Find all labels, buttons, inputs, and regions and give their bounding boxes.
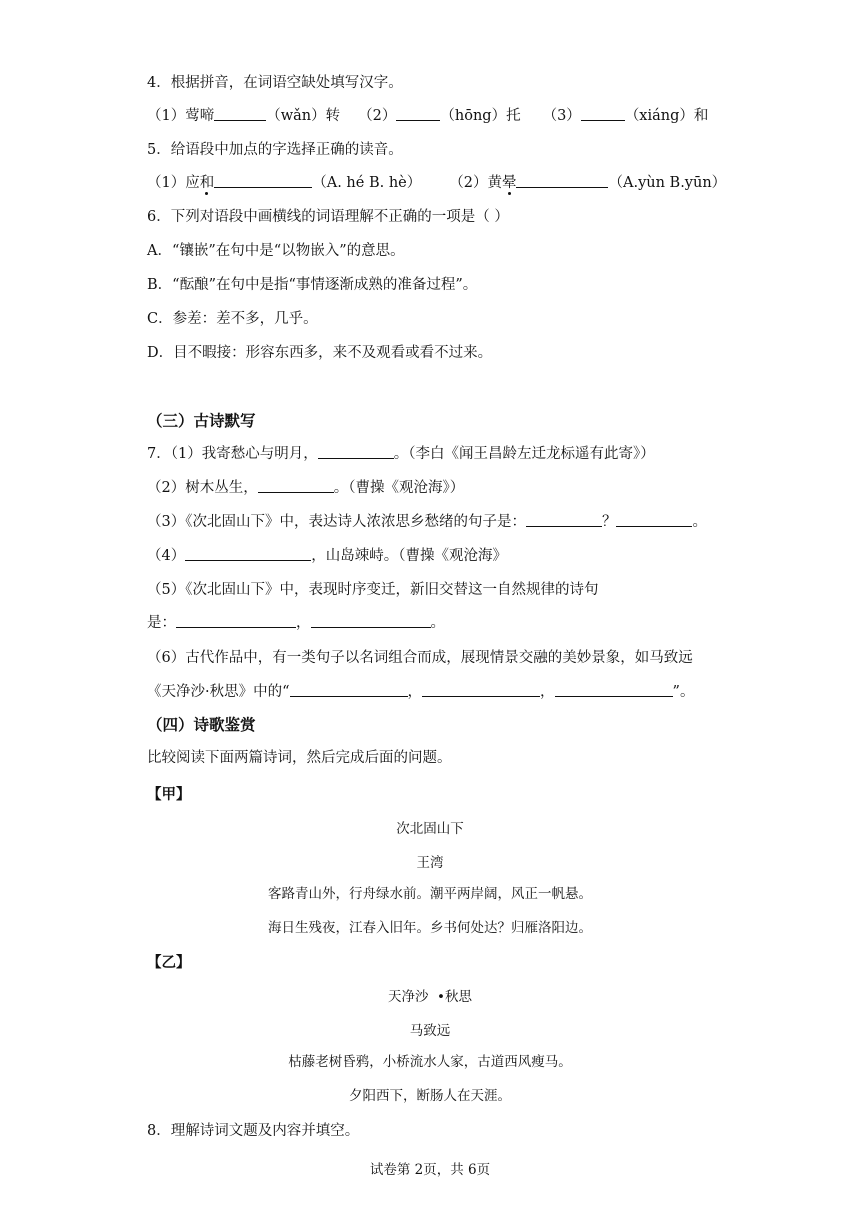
q7-blank-4[interactable] [616,512,692,527]
q4-item1-pinyin: （wǎn）转 [266,108,341,124]
q7-line6-prefix: 是： [147,615,176,631]
q7-line1-prefix: 7．（1）我寄愁心与明月， [147,446,318,462]
poem-a-title: 次北固山下 [396,821,464,837]
poem-a-author: 王湾 [416,855,444,871]
q7-blank-6[interactable] [176,613,296,628]
q7-line8-prefix: 《天净沙·秋思》中的“ [147,684,290,700]
q7-line6 [147,613,445,633]
q7-line5: （5）《次北固山下》中，表现时序变迁，新旧交替这一自然规律的诗句 [147,582,599,598]
poem-b-author: 马致远 [409,1023,451,1039]
q7-blank-5[interactable] [185,546,311,561]
q7-line4-prefix: （4） [147,548,186,564]
q4-items [147,106,708,126]
q7-blank-3[interactable] [526,512,602,527]
poem-a-tag: 【甲】 [147,786,191,803]
q7-blank-9[interactable] [422,682,540,697]
section3-title: （三）古诗默写 [147,411,256,430]
q4-blank-3[interactable] [581,106,625,121]
q4-blank-2[interactable] [396,106,440,121]
q4-stem: 4．根据拼音，在词语空缺处填写汉字。 [147,75,403,91]
q7-line8-suffix: ”。 [672,684,695,700]
q5-item2-options: （A.yùn B.yūn） [608,175,727,191]
q5-stem: 5．给语段中加点的字选择正确的读音。 [147,142,403,158]
q7-line3-suffix: 。 [692,514,707,530]
q4-item2-pinyin: （hōng）托 [440,108,521,124]
q5-items [147,173,726,193]
q4-blank-1[interactable] [214,106,266,121]
q5-item2-prefix: （2）黄 [449,175,502,191]
q7-line6-mid: ， [296,615,311,631]
section4-title: （四）诗歌鉴赏 [147,715,256,734]
q7-line8 [147,682,694,702]
q7-line7: （6）古代作品中，有一类句子以名词组合而成，展现情景交融的美妙景象，如马致远 [147,650,693,666]
q7-line4-suffix: ，山岛竦峙。（曹操《观沧海》 [311,548,507,564]
q4-item2-label: （2） [358,108,397,124]
q7-line1 [147,444,655,464]
q7-line6-suffix: 。 [430,615,445,631]
q7-line3-prefix: （3）《次北固山下》中，表达诗人浓浓思乡愁绪的句子是： [147,514,526,530]
section4-intro: 比较阅读下面两篇诗词，然后完成后面的问题。 [147,750,452,766]
q7-blank-7[interactable] [311,613,431,628]
q4-item3-pinyin: （xiáng）和 [624,108,709,124]
q6-option-a[interactable]: A．“镶嵌”在句中是“以物嵌入”的意思。 [147,243,405,259]
q5-blank-1[interactable] [214,173,312,188]
q7-blank-10[interactable] [555,682,673,697]
q6-stem: 6．下列对语段中画横线的词语理解不正确的一项是（ ） [147,209,509,225]
q7-line1-suffix: 。（李白《闻王昌龄左迁龙标遥有此寄》） [393,446,655,462]
q7-line8-sep-2: ， [540,684,555,700]
poem-b-line1: 枯藤老树昏鸦，小桥流水人家，古道西风瘦马。 [288,1054,572,1070]
q7-line2-prefix: （2）树木丛生， [147,480,258,496]
page-footer: 试卷第 2页，共 6页 [369,1162,491,1178]
q7-blank-2[interactable] [258,478,334,493]
q5-blank-2[interactable] [516,173,608,188]
q7-line3 [147,512,707,532]
q6-option-c[interactable]: C．参差：差不多，几乎。 [147,311,318,327]
q8-stem: 8．理解诗词文题及内容并填空。 [147,1123,360,1139]
q5-item1-prefix: （1）应 [147,175,200,191]
poem-a-line2: 海日生残夜，江春入旧年。乡书何处达？归雁洛阳边。 [268,920,592,936]
q7-line8-sep-1: ， [407,684,423,700]
q5-item1-dotted-char: 和 [199,175,215,191]
q5-item1-options: （A. hé B. hè） [312,175,422,191]
q6-option-b[interactable]: B．“酝酿”在句中是指“事情逐渐成熟的准备过程”。 [147,277,478,293]
q7-blank-8[interactable] [290,682,408,697]
q7-line4 [147,546,507,566]
q7-blank-1[interactable] [318,444,394,459]
q7-line3-mid: ？ [601,514,617,530]
q4-item3-label: （3） [542,108,581,124]
q4-item1-label: （1）莺啼 [147,108,215,124]
poem-a-line1: 客路青山外，行舟绿水前。潮平两岸阔，风正一帆悬。 [268,886,592,902]
poem-b-line2: 夕阳西下，断肠人在天涯。 [349,1088,511,1104]
q7-line2 [147,478,464,498]
q5-item2-dotted-char: 晕 [501,175,517,191]
q6-option-d[interactable]: D．目不暇接：形容东西多，来不及观看或看不过来。 [147,345,493,361]
q7-line2-suffix: 。（曹操《观沧海》） [333,480,465,496]
poem-b-title: 天净沙 •秋思 [387,989,473,1005]
poem-b-tag: 【乙】 [147,954,191,971]
